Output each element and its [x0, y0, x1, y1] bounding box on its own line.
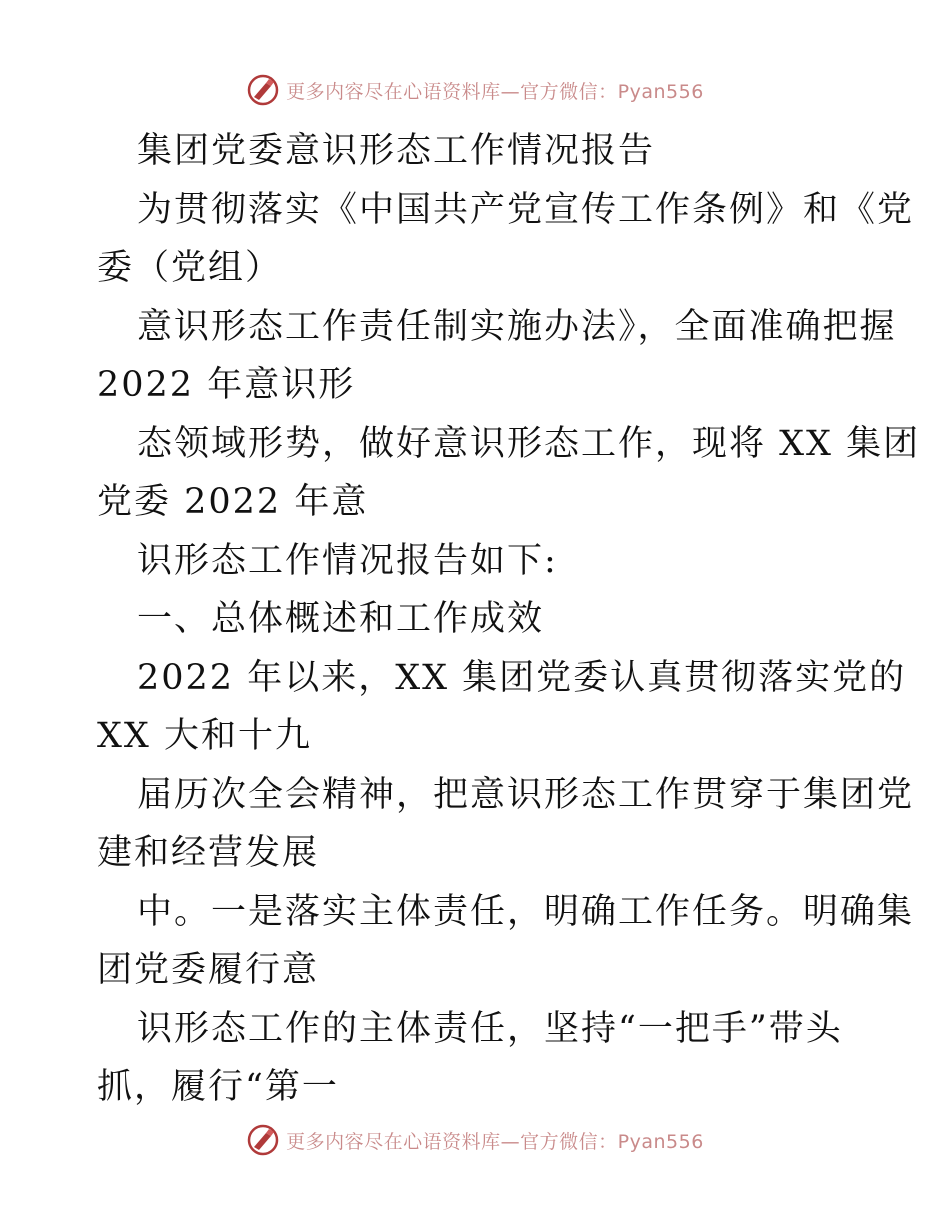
footer-watermark	[0, 1120, 950, 1160]
text-line: 委（党组）	[97, 248, 283, 288]
document-body	[97, 122, 921, 1117]
text-line: 识形态工作的主体责任，坚持“一把手”带头	[137, 1008, 843, 1049]
header-watermark	[0, 70, 950, 110]
text-line: 中。一是落实主体责任，明确工作任务。明确集	[137, 891, 915, 932]
pen-logo-icon	[246, 73, 280, 107]
text-line: 建和经营发展	[97, 833, 320, 873]
text-line: 为贯彻落实《中国共产党宣传工作条例》和《党	[137, 189, 915, 230]
text-line: 识形态工作情况报告如下:	[137, 540, 558, 581]
text-line: 态领域形势，做好意识形态工作，现将 XX 集团	[137, 423, 921, 464]
text-line: 团党委履行意	[97, 950, 320, 990]
text-line: 2022 年以来，XX 集团党委认真贯彻落实党的	[137, 657, 907, 698]
text-line: 届历次全会精神，把意识形态工作贯穿于集团党	[137, 774, 915, 815]
text-line: 意识形态工作责任制实施办法》，全面准确把握	[137, 306, 897, 347]
text-line: XX 大和十九	[97, 716, 312, 756]
text-line: 抓，履行“第一	[97, 1067, 339, 1107]
text-line: 党委 2022 年意	[97, 482, 369, 522]
watermark-text: 更多内容尽在心语资料库—官方微信：Pyan556	[286, 80, 704, 103]
text-line: 2022 年意识形	[97, 365, 356, 405]
watermark-text: 更多内容尽在心语资料库—官方微信：Pyan556	[286, 1130, 704, 1153]
section-heading: 一、总体概述和工作成效	[137, 599, 545, 639]
pen-logo-icon	[246, 1123, 280, 1157]
document-title: 集团党委意识形态工作情况报告	[137, 131, 656, 171]
